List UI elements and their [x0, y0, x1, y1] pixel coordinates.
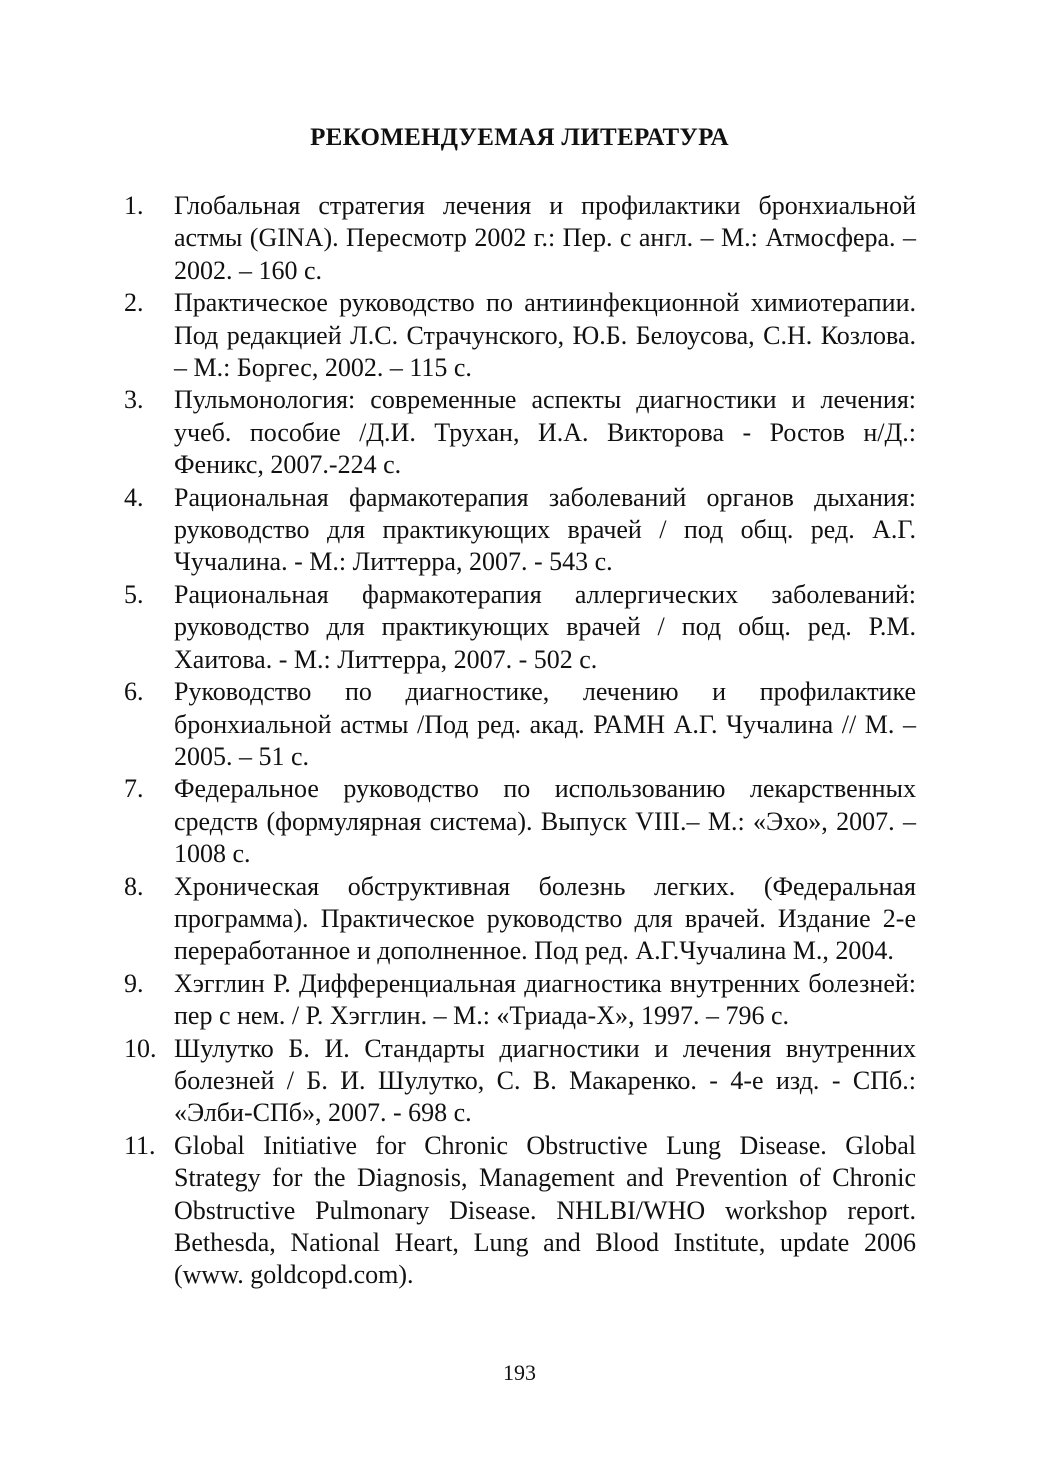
reference-number: 6. [124, 677, 144, 707]
page-number: 193 [503, 1360, 536, 1385]
reference-number: 7. [124, 774, 144, 804]
reference-item [124, 871, 916, 968]
reference-number: 10. [124, 1033, 157, 1063]
reference-text: Руководство по диагностике, лечению и профилактике бронхиальной астмы /Под ред. акад. РАМН А.Г. Чучалина // М. – 2005. – 51 с. [174, 677, 916, 771]
reference-number: 3. [124, 385, 144, 415]
reference-text: Рациональная фармакотерапия аллергических заболеваний: руководство для практикующих врачей / под общ. ред. Р.М. Хаитова. - М.: Литтерра, 2007. - 502 с. [174, 579, 916, 674]
reference-number: 9. [124, 968, 144, 998]
reference-text: Хроническая обструктивная болезнь легких. (Федеральная программа). Практическое руководство для врачей. Издание 2-е переработанное и дополненное. Под ред. А.Г.Чучалина М., 2004. [174, 871, 916, 966]
reference-text: Global Initiative for Chronic Obstructive Lung Disease. Global Strategy for the Diagnosis, Management and Prevention of Chronic Obstructive Pulmonary Disease. NHLBI/WHO workshop report. Bethesda, National Heart, Lung and Blood Institute, update 2006 (www. goldcopd.com). [174, 1130, 916, 1290]
reference-number: 4. [124, 482, 144, 512]
reference-number: 11. [124, 1130, 156, 1160]
reference-text: Пульмонология: современные аспекты диагностики и лечения: учеб. пособие /Д.И. Трухан, И.А. Викторова - Ростов н/Д.: Феникс, 2007.-224 с. [174, 385, 916, 480]
reference-list [124, 190, 916, 1292]
reference-number: 8. [124, 871, 144, 901]
reference-item [124, 579, 916, 676]
page-title: РЕКОМЕНДУЕМАЯ ЛИТЕРАТУРА [310, 124, 729, 151]
reference-text: Хэгглин Р. Дифференциальная диагностика внутренних болезней: пер с нем. / Р. Хэгглин. – М.: «Триада-Х», 1997. – 796 с. [174, 968, 916, 1031]
reference-item [124, 384, 916, 481]
reference-text: Шулутко Б. И. Стандарты диагностики и лечения внутренних болезней / Б. И. Шулутко, С. В. Макаренко. - 4-е изд. - СПб.: «Элби-СПб», 2007. - 698 с. [174, 1033, 916, 1128]
reference-item [124, 190, 916, 287]
reference-item [124, 968, 916, 1033]
reference-item [124, 287, 916, 384]
reference-number: 5. [124, 579, 144, 609]
reference-number: 2. [124, 288, 144, 318]
reference-text: Федеральное руководство по использованию лекарственных средств (формулярная система). Выпуск VIII.– М.: «Эхо», 2007. – 1008 с. [174, 774, 916, 869]
reference-text: Глобальная стратегия лечения и профилактики бронхиальной астмы (GINA). Пересмотр 2002 г.: Пер. с англ. – М.: Атмосфера. – 2002. – 160 с. [174, 191, 916, 285]
reference-item [124, 1033, 916, 1130]
reference-item [124, 482, 916, 579]
reference-item [124, 1130, 916, 1292]
reference-item [124, 773, 916, 870]
reference-text: Практическое руководство по антиинфекционной химиотерапии. Под редакцией Л.С. Страчунского, Ю.Б. Белоусова, С.Н. Козлова. – М.: Боргес, 2002. – 115 с. [174, 288, 916, 383]
reference-number: 1. [124, 191, 144, 220]
reference-item [124, 676, 916, 773]
reference-text: Рациональная фармакотерапия заболеваний органов дыхания: руководство для практикующих врачей / под общ. ред. А.Г. Чучалина. - М.: Литтерра, 2007. - 543 с. [174, 482, 916, 577]
